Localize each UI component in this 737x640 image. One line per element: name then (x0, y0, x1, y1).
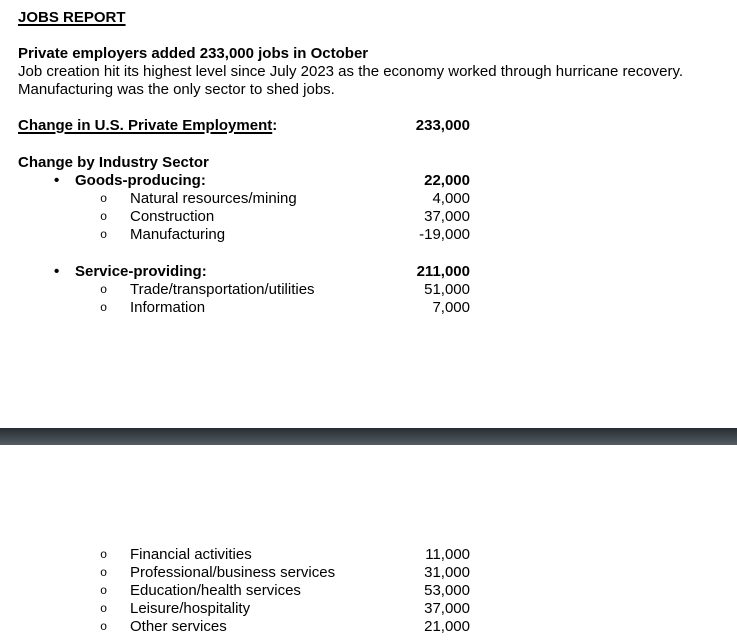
item-row (18, 208, 737, 226)
circle-bullet-icon: o (100, 620, 108, 634)
item-label: Manufacturing (130, 226, 226, 243)
paragraph-line-2: Manufacturing was the only sector to shed jobs. (18, 81, 335, 98)
item-value: 21,000 (424, 618, 470, 635)
item-value: 7,000 (432, 299, 470, 316)
item-label: Leisure/hospitality (130, 600, 251, 617)
group-value: 211,000 (416, 263, 470, 280)
page-break-separator (0, 428, 737, 445)
item-value: 4,000 (432, 190, 470, 207)
item-value: 51,000 (424, 281, 470, 298)
bullet-icon: • (54, 172, 60, 189)
item-value: 37,000 (424, 600, 470, 617)
page-2-content (0, 445, 737, 636)
circle-bullet-icon: o (100, 584, 108, 598)
item-label: Trade/transportation/utilities (130, 281, 315, 298)
circle-bullet-icon: o (100, 602, 108, 616)
item-label: Information (130, 299, 206, 316)
circle-bullet-icon: o (100, 301, 108, 315)
page-title (18, 9, 737, 27)
total-employment-row (18, 117, 737, 135)
item-row (18, 546, 737, 564)
bullet-icon: • (54, 263, 60, 280)
group-value: 22,000 (424, 172, 470, 189)
item-value: 11,000 (425, 546, 470, 563)
item-value: 53,000 (424, 582, 470, 599)
item-value: 37,000 (424, 208, 470, 225)
item-value: -19,000 (419, 226, 470, 243)
circle-bullet-icon: o (100, 283, 108, 297)
circle-bullet-icon: o (100, 210, 108, 224)
item-label: Construction (130, 208, 215, 225)
item-row (18, 226, 737, 244)
group-row-goods (18, 172, 737, 190)
item-label: Natural resources/mining (130, 190, 297, 207)
group-row-services (18, 263, 737, 281)
item-row (18, 281, 737, 299)
group-label: Goods-producing: (75, 172, 206, 189)
page-title-text: JOBS REPORT (18, 9, 126, 26)
item-label: Financial activities (130, 546, 252, 563)
circle-bullet-icon: o (100, 228, 108, 242)
item-row (18, 618, 737, 636)
item-value: 31,000 (424, 564, 470, 581)
total-employment-value: 233,000 (415, 117, 470, 134)
circle-bullet-icon: o (100, 566, 108, 580)
paragraph-line-1: Job creation hit its highest level since July 2023 as the economy worked through hurricane recovery. (18, 63, 684, 80)
headline: Private employers added 233,000 jobs in October (18, 45, 369, 62)
item-label: Education/health services (130, 582, 301, 599)
item-row (18, 190, 737, 208)
circle-bullet-icon: o (100, 548, 108, 562)
group-label: Service-providing: (75, 263, 207, 280)
total-employment-label: Change in U.S. Private Employment (18, 117, 273, 134)
item-row (18, 299, 737, 317)
item-row (18, 564, 737, 582)
item-label: Other services (130, 618, 227, 635)
page-1-content (0, 0, 737, 317)
item-row (18, 600, 737, 618)
circle-bullet-icon: o (100, 192, 108, 206)
total-employment-colon: : (272, 117, 278, 134)
item-label: Professional/business services (130, 564, 336, 581)
item-row (18, 582, 737, 600)
sector-heading: Change by Industry Sector (18, 154, 209, 171)
